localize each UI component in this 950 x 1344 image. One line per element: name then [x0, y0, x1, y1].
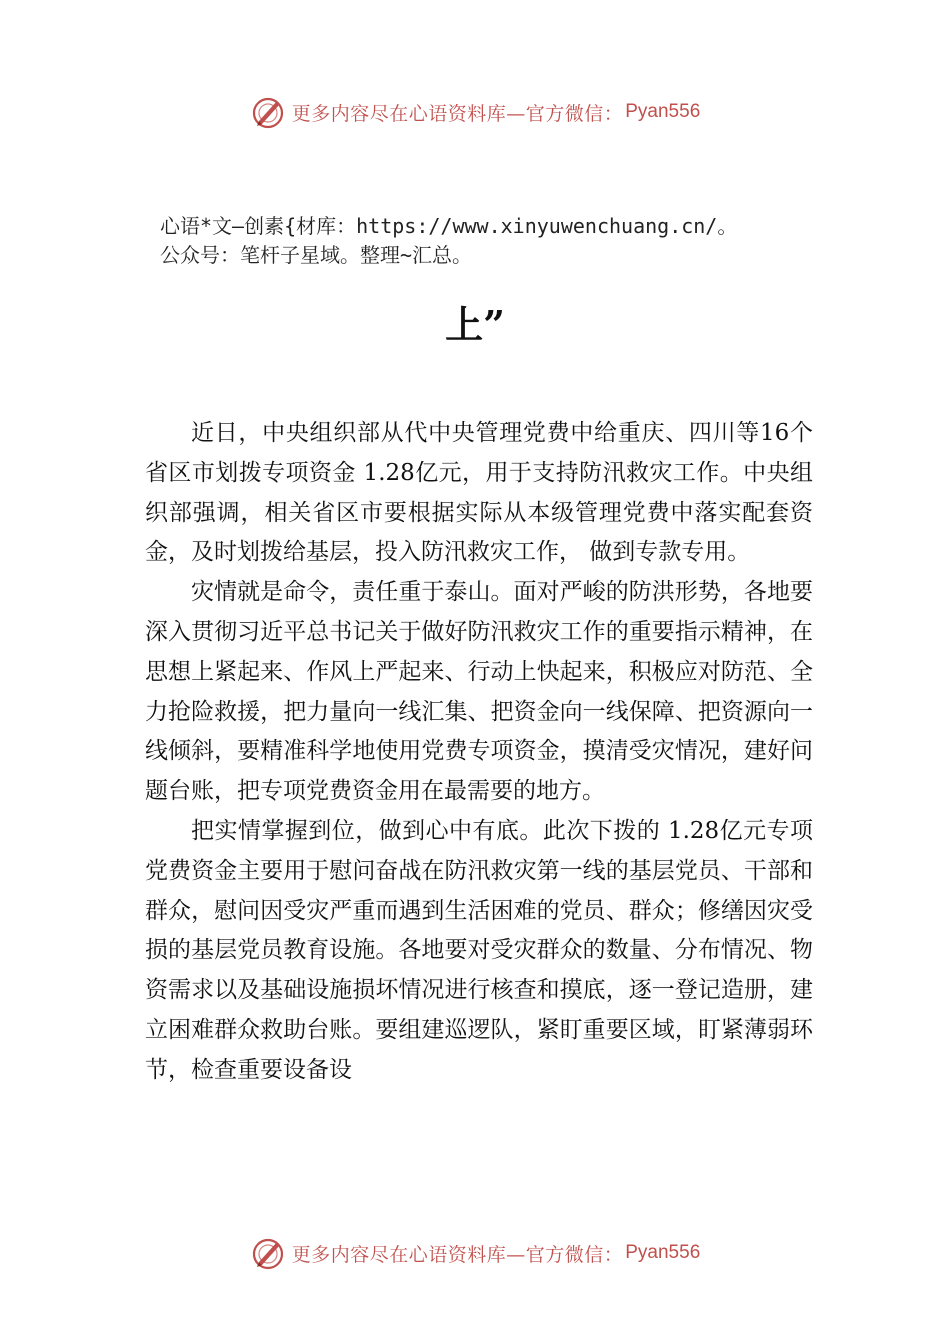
paragraph: 把实情掌握到位，做到心中有底。此次下拨的 1.28亿元专项党费资金主要用于慰问奋战在防汛救灾第一线的基层党员、干部和群众，慰问因受灾严重而遇到生活困难的党员、群众；修缮因灾受损的基层党员教育设施。各地要对受灾群众的数量、分布情况、物资需求以及基础设施损坏情况进行核查和摸底，逐一登记造册，建立困难群众救助台账。要组建巡逻队，紧盯重要区域，盯紧薄弱环节，检查重要设备设: [145, 817, 813, 1083]
source-line-website: 心语*文—创素{材库：https://www.xinyuwenchuang.cn/。: [160, 214, 738, 238]
banner-text: 更多内容尽在心语资料库—官方微信：: [291, 1243, 624, 1266]
page-title: 上”: [445, 302, 505, 347]
header-banner: [0, 92, 950, 132]
footer-banner: [0, 1233, 950, 1273]
wechat-id: Pyan556: [625, 101, 701, 122]
article-body: [145, 414, 813, 1091]
paragraph: 近日，中央组织部从代中央管理党费中给重庆、四川等16个省区市划拨专项资金 1.28亿元，用于支持防汛救灾工作。中央组织部强调，相关省区市要根据实际从本级管理党费中落实配套资金，及时划拨给基层，投入防汛救灾工作， 做到专款专用。: [145, 420, 813, 566]
banner-text: 更多内容尽在心语资料库—官方微信：: [291, 102, 624, 125]
wechat-id: Pyan556: [625, 1242, 701, 1263]
pen-circle-logo-icon: [250, 94, 286, 130]
paragraph: 灾情就是命令，责任重于泰山。面对严峻的防洪形势，各地要深入贯彻习近平总书记关于做好防汛救灾工作的重要指示精神，在思想上紧起来、作风上严起来、行动上快起来，积极应对防范、全力抢险救援，把力量向一线汇集、把资金向一线保障、把资源向一线倾斜，要精准科学地使用党费专项资金，摸清受灾情况，建好问题台账，把专项党费资金用在最需要的地方。: [145, 579, 813, 805]
pen-circle-logo-icon: [250, 1235, 286, 1271]
source-line-account: 公众号：笔杆子星域。整理~汇总。: [160, 243, 473, 267]
